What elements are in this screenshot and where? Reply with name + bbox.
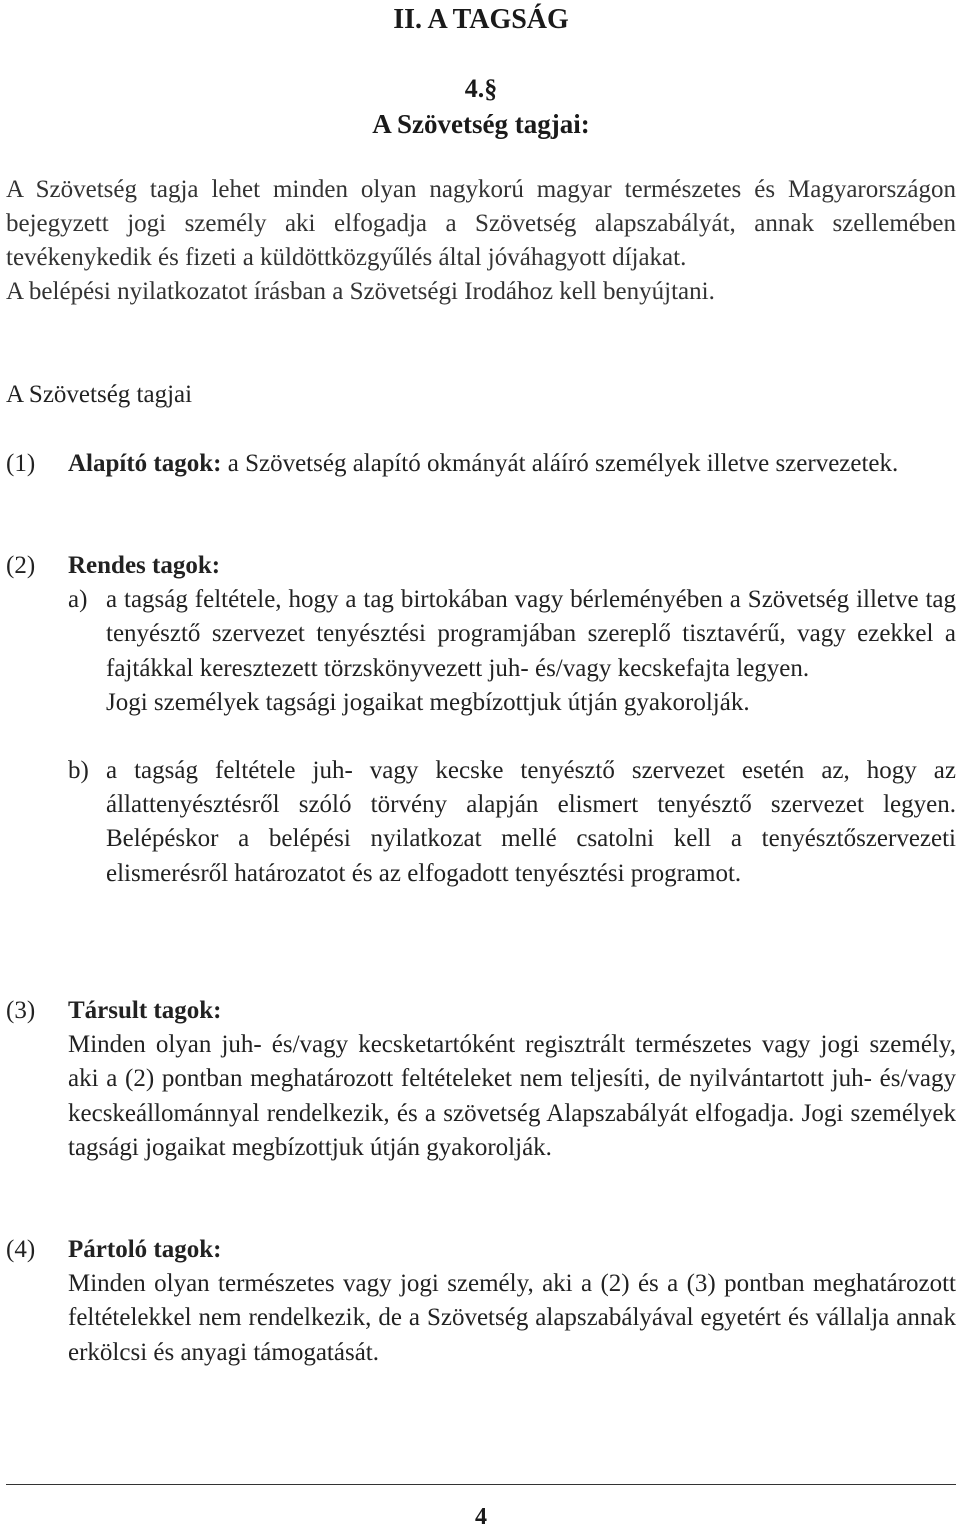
sub-item-letter: b) [68,757,89,785]
intro-paragraph: A Szövetség tagja lehet minden olyan nagykorú magyar természetes és Magyarországon bejegyzett jogi személy aki elfogadja a Szövetség alapszabályát, annak szellemében tevékenykedik és fizeti a küldöttközgyűlés által jóváhagyott díjakat. [6,176,956,271]
item-number: (4) [6,1236,36,1263]
sub-item-letter: a) [68,586,88,614]
intro-text [6,173,956,309]
chapter-title: II. A TAGSÁG [393,4,569,35]
item-body [68,447,956,481]
item-number: (3) [6,997,36,1024]
section-title: A Szövetség tagjai: [372,109,590,139]
sub-item-a [68,583,956,720]
intro-paragraph-submission: A belépési nyilatkozatot írásban a Szövetségi Irodához kell benyújtani. [6,278,715,305]
page-number: 4 [475,1504,487,1530]
item-number: (1) [6,450,36,477]
section-number: 4.§ [464,74,498,103]
item-label: Rendes tagok: [68,552,221,579]
item-body [68,549,956,891]
sub-item-text: a tagság feltétele juh- vagy kecske tenyésztő szervezet esetén az, hogy az állattenyésztésről szóló törvény alapján elismert tenyésztő szervezet legyen. Belépéskor a belépési nyilatkozat mellé csatolni kell a tenyésztőszervezeti elismerésről határozatot és az elfogadott tenyésztési programot. [106,757,956,887]
member-type-associate [6,994,956,1165]
sub-item-b [68,754,956,891]
item-body [68,994,956,1165]
member-type-founding [6,447,956,481]
member-type-supporting [6,1233,956,1370]
item-text: Minden olyan természetes vagy jogi személy, aki a (2) és a (3) pontban meghatározott feltételekkel nem rendelkezik, de a Szövetség alapszabályával egyetért és vállalja annak erkölcsi és anyagi támogatását. [68,1270,956,1366]
member-type-regular [6,549,956,891]
item-text: Minden olyan juh- és/vagy kecsketartóként regisztrált természetes vagy jogi személy, aki a (2) pontban meghatározott feltételeket nem teljesíti, de nyilvántartott juh- és/vagy kecskeállománnyal rendelkezik, és a szövetség Alapszabályát elfogadja. Jogi személyek tagsági jogaikat megbízottjuk útján gyakorolják. [68,1031,956,1161]
sub-item-text: a tagság feltétele, hogy a tag birtokában vagy bérleményében a Szövetség illetve tag tenyésztő szervezet tenyésztési programjában szereplő tisztavérű, vagy ezekkel a fajtákkal keresztezett törzskönyvezett juh- és/vagy kecskefajta legyen. [106,586,956,682]
item-label: Pártoló tagok: [68,1236,222,1263]
item-number: (2) [6,552,36,579]
members-heading: A Szövetség tagjai [6,381,193,408]
item-label: Alapító tagok: [68,450,222,477]
item-label: Társult tagok: [68,997,222,1024]
item-text: a Szövetség alapító okmányát aláíró személyek illetve szervezetek. [221,450,899,477]
item-body [68,1233,956,1370]
sub-item-text-legal-persons: Jogi személyek tagsági jogaikat megbízottjuk útján gyakorolják. [106,688,750,716]
footer-divider [6,1484,956,1485]
